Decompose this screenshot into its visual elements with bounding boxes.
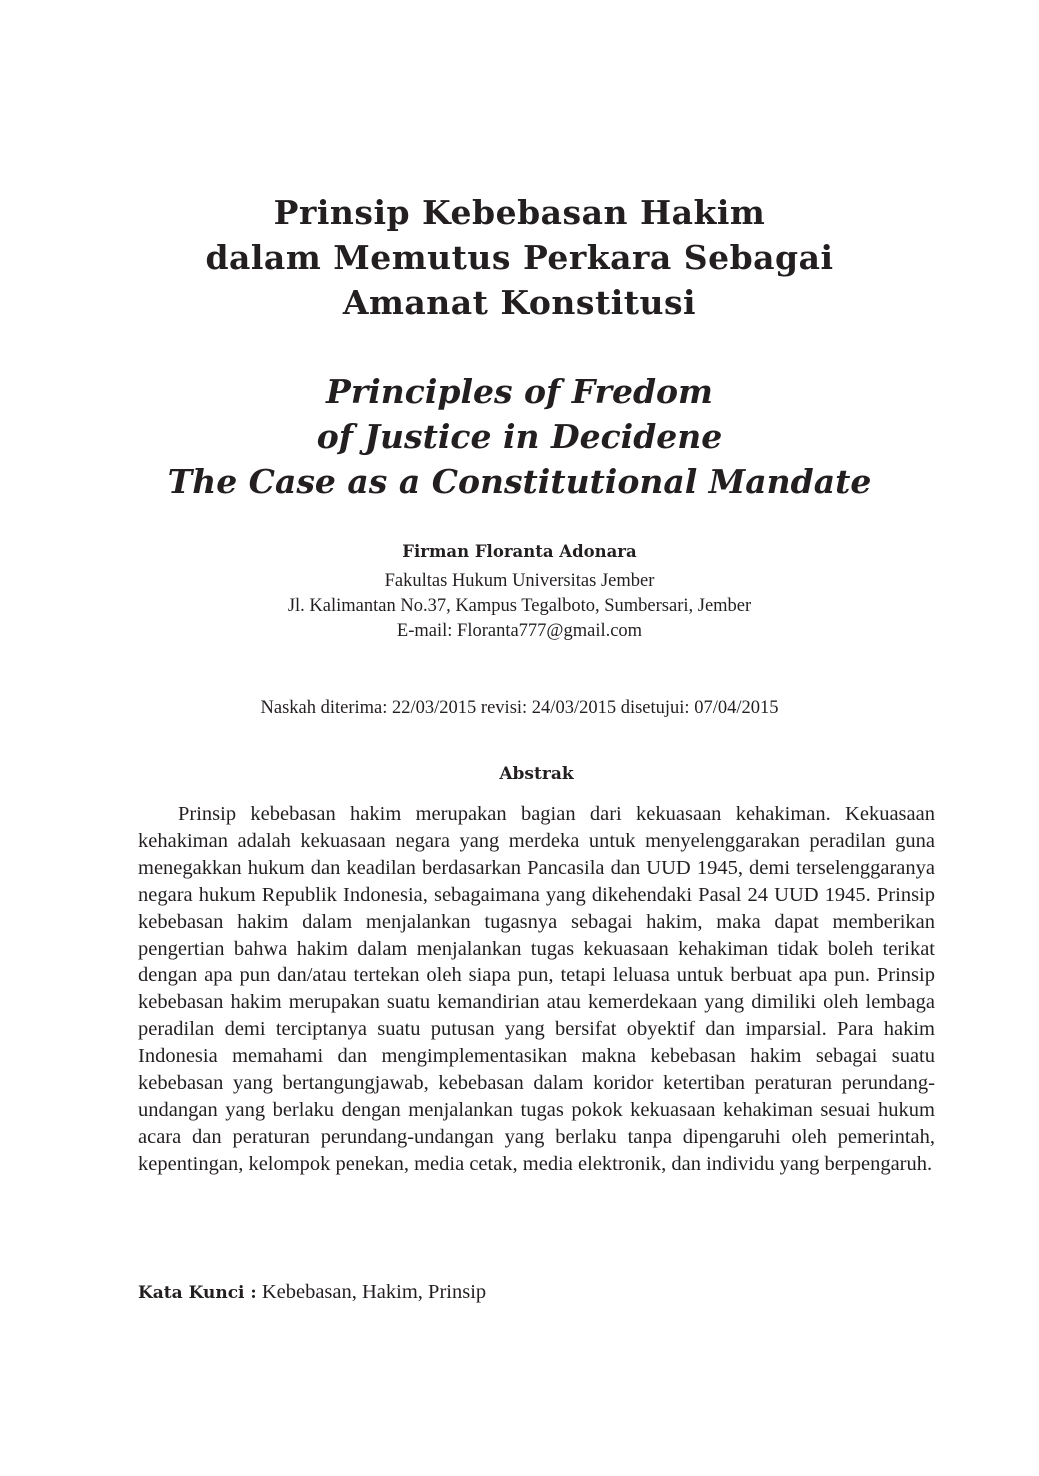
keywords <box>138 1279 935 1306</box>
keywords-value: Kebebasan, Hakim, Prinsip <box>261 1281 487 1303</box>
abstract-heading: Abstrak <box>499 764 574 784</box>
title-english-line: The Case as a Constitutional Mandate <box>167 462 872 501</box>
author-name: Firman Floranta Adonara <box>402 542 637 561</box>
title-indonesian-line: Prinsip Kebebasan Hakim <box>273 193 766 232</box>
author-block <box>0 539 1039 644</box>
submission-dates: Naskah diterima: 22/03/2015 revisi: 24/03/2015 disetujui: 07/04/2015 <box>260 698 779 718</box>
title-english-line: of Justice in Decidene <box>316 417 723 456</box>
author-email: E-mail: Floranta777@gmail.com <box>396 621 643 641</box>
author-address: Jl. Kalimantan No.37, Kampus Tegalboto, Sumbersari, Jember <box>287 596 752 616</box>
abstract-body: Prinsip kebebasan hakim merupakan bagian dari kekuasaan kehakiman. Kekuasaan kehakiman adalah kekuasaan negara yang merdeka untuk menyelenggarakan peradilan guna menegakkan hukum dan keadilan berdasarkan Pancasila dan UUD 1945, demi terselenggaranya negara hukum Republik Indonesia, sebagaimana yang dikehendaki Pasal 24 UUD 1945. Prinsip kebebasan hakim dalam menjalankan tugasnya sebagai hakim, maka dapat memberikan pengertian bahwa hakim dalam menjalankan tugas kekuasaan kehakiman tidak boleh terikat dengan apa pun dan/atau tertekan oleh siapa pun, tetapi leluasa untuk berbuat apa pun. Prinsip kebebasan hakim merupakan suatu kemandirian atau kemerdekaan yang dimiliki oleh lembaga peradilan demi terciptanya suatu putusan yang bersifat obyektif dan imparsial. Para hakim Indonesia memahami dan mengimplementasikan makna kebebasan hakim sebagai suatu kebebasan yang bertangungjawab, kebebasan dalam koridor ketertiban peraturan perundang-undangan yang berlaku dengan menjalankan tugas pokok kekuasaan kehakiman sesuai hukum acara dan peraturan perundang-undangan yang berlaku tanpa dipengaruhi oleh pemerintah, kepentingan, kelompok penekan, media cetak, media elektronik, dan individu yang berpengaruh. <box>138 803 935 1175</box>
author-affiliation: Fakultas Hukum Universitas Jember <box>384 571 655 591</box>
title-english <box>0 369 1039 504</box>
title-indonesian-line: Amanat Konstitusi <box>342 283 697 322</box>
title-indonesian <box>0 190 1039 325</box>
keywords-label: Kata Kunci : <box>138 1283 257 1303</box>
title-english-line: Principles of Fredom <box>326 372 713 411</box>
title-indonesian-line: dalam Memutus Perkara Sebagai <box>205 238 834 277</box>
